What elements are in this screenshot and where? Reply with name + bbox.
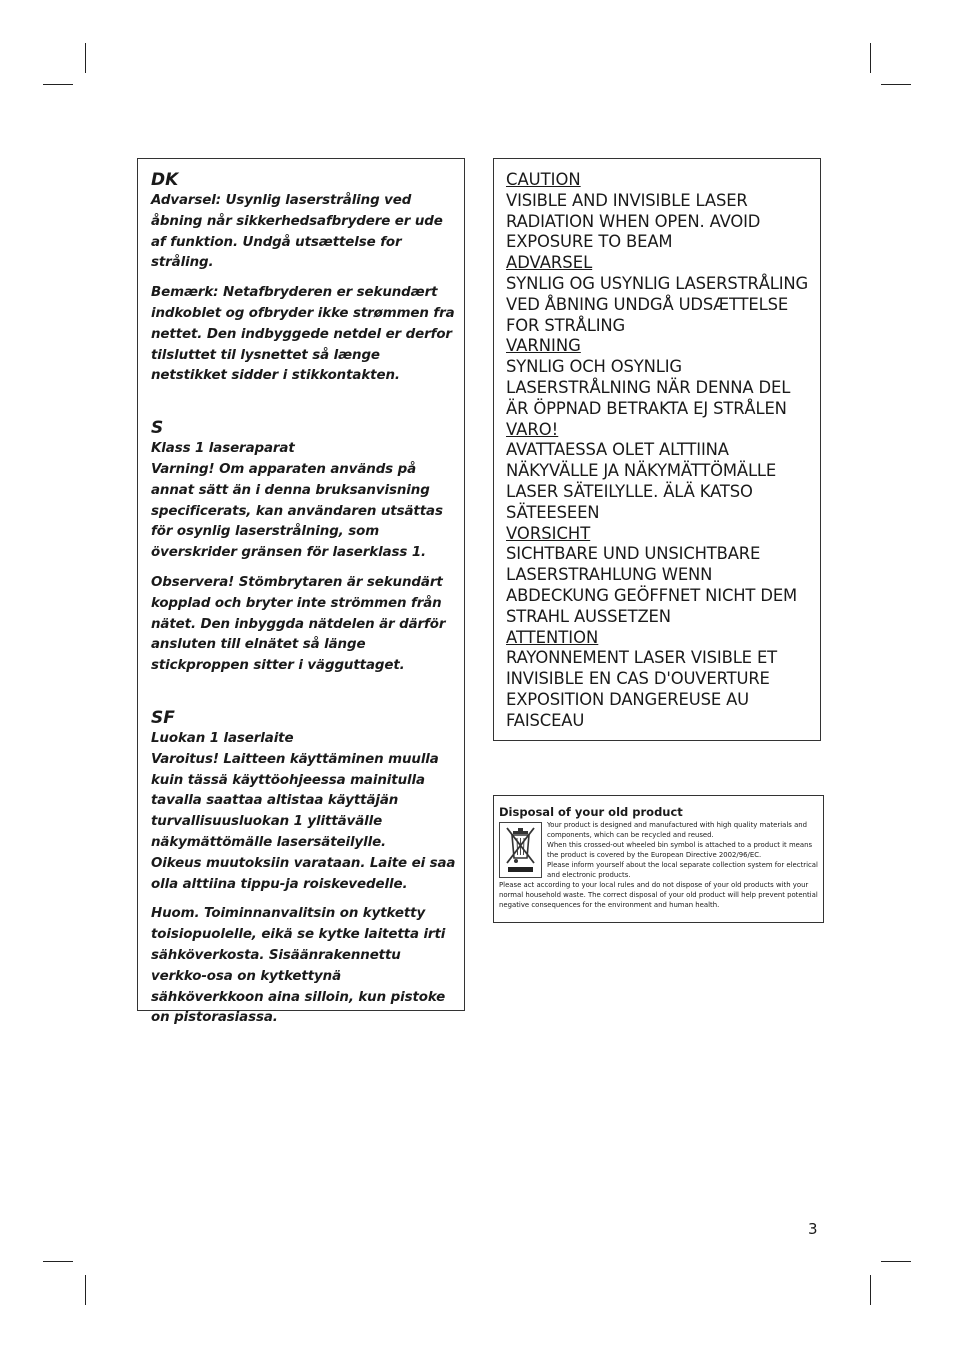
crop-mark [881, 1261, 911, 1262]
crop-mark [85, 1275, 86, 1305]
disposal-text: Please act according to your local rules and do not dispose of your old products with your normal household waste. The correct disposal of your old product will help prevent potential negative consequences for the environment and human health. [499, 881, 818, 909]
warning-text: SICHTBARE UND UNSICHTBARE LASERSTRAHLUNG WENN ABDECKUNG GEÖFFNET NICHT DEM STRAHL AUSSETZEN [506, 544, 798, 626]
warning-text: AVATTAESSA OLET ALTTIINA NÄKYVÄLLE JA NÄKYMÄTTÖMÄLLE LASER SÄTEILYLLE. ÄLÄ KATSO SÄTEESEEN [506, 440, 777, 522]
crop-mark [870, 43, 871, 73]
section-code-sf: SF [151, 707, 175, 728]
disposal-text: Please inform yourself about the local separate collection system for electrical and electronic products. [547, 861, 818, 879]
crossed-out-wheeled-bin-icon [499, 822, 542, 878]
s-class-text: Klass 1 laseraparat [151, 441, 295, 457]
warning-heading: ATTENTION [506, 627, 599, 647]
warning-heading: VARNING [506, 336, 581, 356]
warning-heading: VARO! [506, 419, 559, 439]
crop-mark [870, 1275, 871, 1305]
crop-mark [881, 84, 911, 85]
disposal-notice [493, 795, 824, 923]
disposal-title: Disposal of your old product [499, 805, 683, 819]
warning-heading: VORSICHT [506, 523, 591, 543]
dk-warning-text: Advarsel: Usynlig laserstråling ved åbning når sikkerhedsafbrydere er ude af funktion. Undgå utsættelse for stråling. [151, 193, 443, 271]
s-note-text: Observera! Stömbrytaren är sekundärt kopplad och bryter inte strömmen från nätet. Den inbyggda nätdelen är därför ansluten till elnätet så länge stickproppen sitter i vägguttaget. [151, 574, 446, 674]
warning-text: VISIBLE AND INVISIBLE LASER RADIATION WHEN OPEN. AVOID EXPOSURE TO BEAM [506, 190, 761, 252]
sf-class-text: Luokan 1 laserlaite [151, 730, 294, 746]
s-warning-text: Varning! Om apparaten används på annat sätt än i denna bruksanvisning specificerats, kan användaren utsättas för osynlig laserstrålning, som överskrider gränsen för laserklass 1. [151, 461, 443, 561]
disposal-text: When this crossed-out wheeled bin symbol is attached to a product it means the product is covered by the European Directive 2002/96/EC. [547, 841, 813, 859]
warning-heading: ADVARSEL [506, 253, 593, 273]
crop-mark [85, 43, 86, 73]
disposal-text: Your product is designed and manufactured with high quality materials and components, which can be recycled and reused. [547, 821, 808, 839]
sf-rights-text: Oikeus muutoksiin varataan. Laite ei saa olla alttiina tippu-ja roiskevedelle. [151, 855, 456, 892]
section-code-s: S [151, 418, 164, 439]
warning-heading: CAUTION [506, 170, 581, 189]
nordic-safety-notices [137, 158, 465, 1026]
sf-note-text: Huom. Toiminnanvalitsin on kytketty toisiopuolelle, eikä se kytke laitetta irti sähköverkosta. Sisäänrakennettu verkko-osa on kytkettynä sähköverkkoon aina silloin, kun pistoke on pistorasiassa. [151, 906, 446, 1026]
laser-caution-label [493, 158, 821, 741]
crop-mark [43, 84, 73, 85]
warning-text: RAYONNEMENT LASER VISIBLE ET INVISIBLE EN CAS D'OUVERTURE EXPOSITION DANGEREUSE AU FAISCEAU [506, 648, 778, 730]
crop-mark [43, 1261, 73, 1262]
page-number: 3 [808, 1220, 818, 1238]
dk-note-text: Bemærk: Netafbryderen er sekundært indkoblet og ofbryder ikke strømmen fra nettet. Den indbyggede netdel er derfor tilsluttet til lysnettet så længe netstikket sidder i stikkontakten. [151, 285, 455, 384]
warning-text: SYNLIG OCH OSYNLIG LASERSTRÅLNING NÄR DENNA DEL ÄR ÖPPNAD BETRAKTA EJ STRÅLEN [506, 357, 791, 418]
sf-warning-text: Varoitus! Laitteen käyttäminen muulla kuin tässä käyttöohjeessa mainitulla tavalla saattaa altistaa käyttäjän turvallisuusluokan 1 ylittävälle näkymättömälle lasersäteilylle. [151, 751, 439, 850]
section-code-dk: DK [151, 170, 179, 190]
warning-text: SYNLIG OG USYNLIG LASERSTRÅLING VED ÅBNING UNDGÅ UDSÆTTELSE FOR STRÅLING [506, 273, 809, 335]
